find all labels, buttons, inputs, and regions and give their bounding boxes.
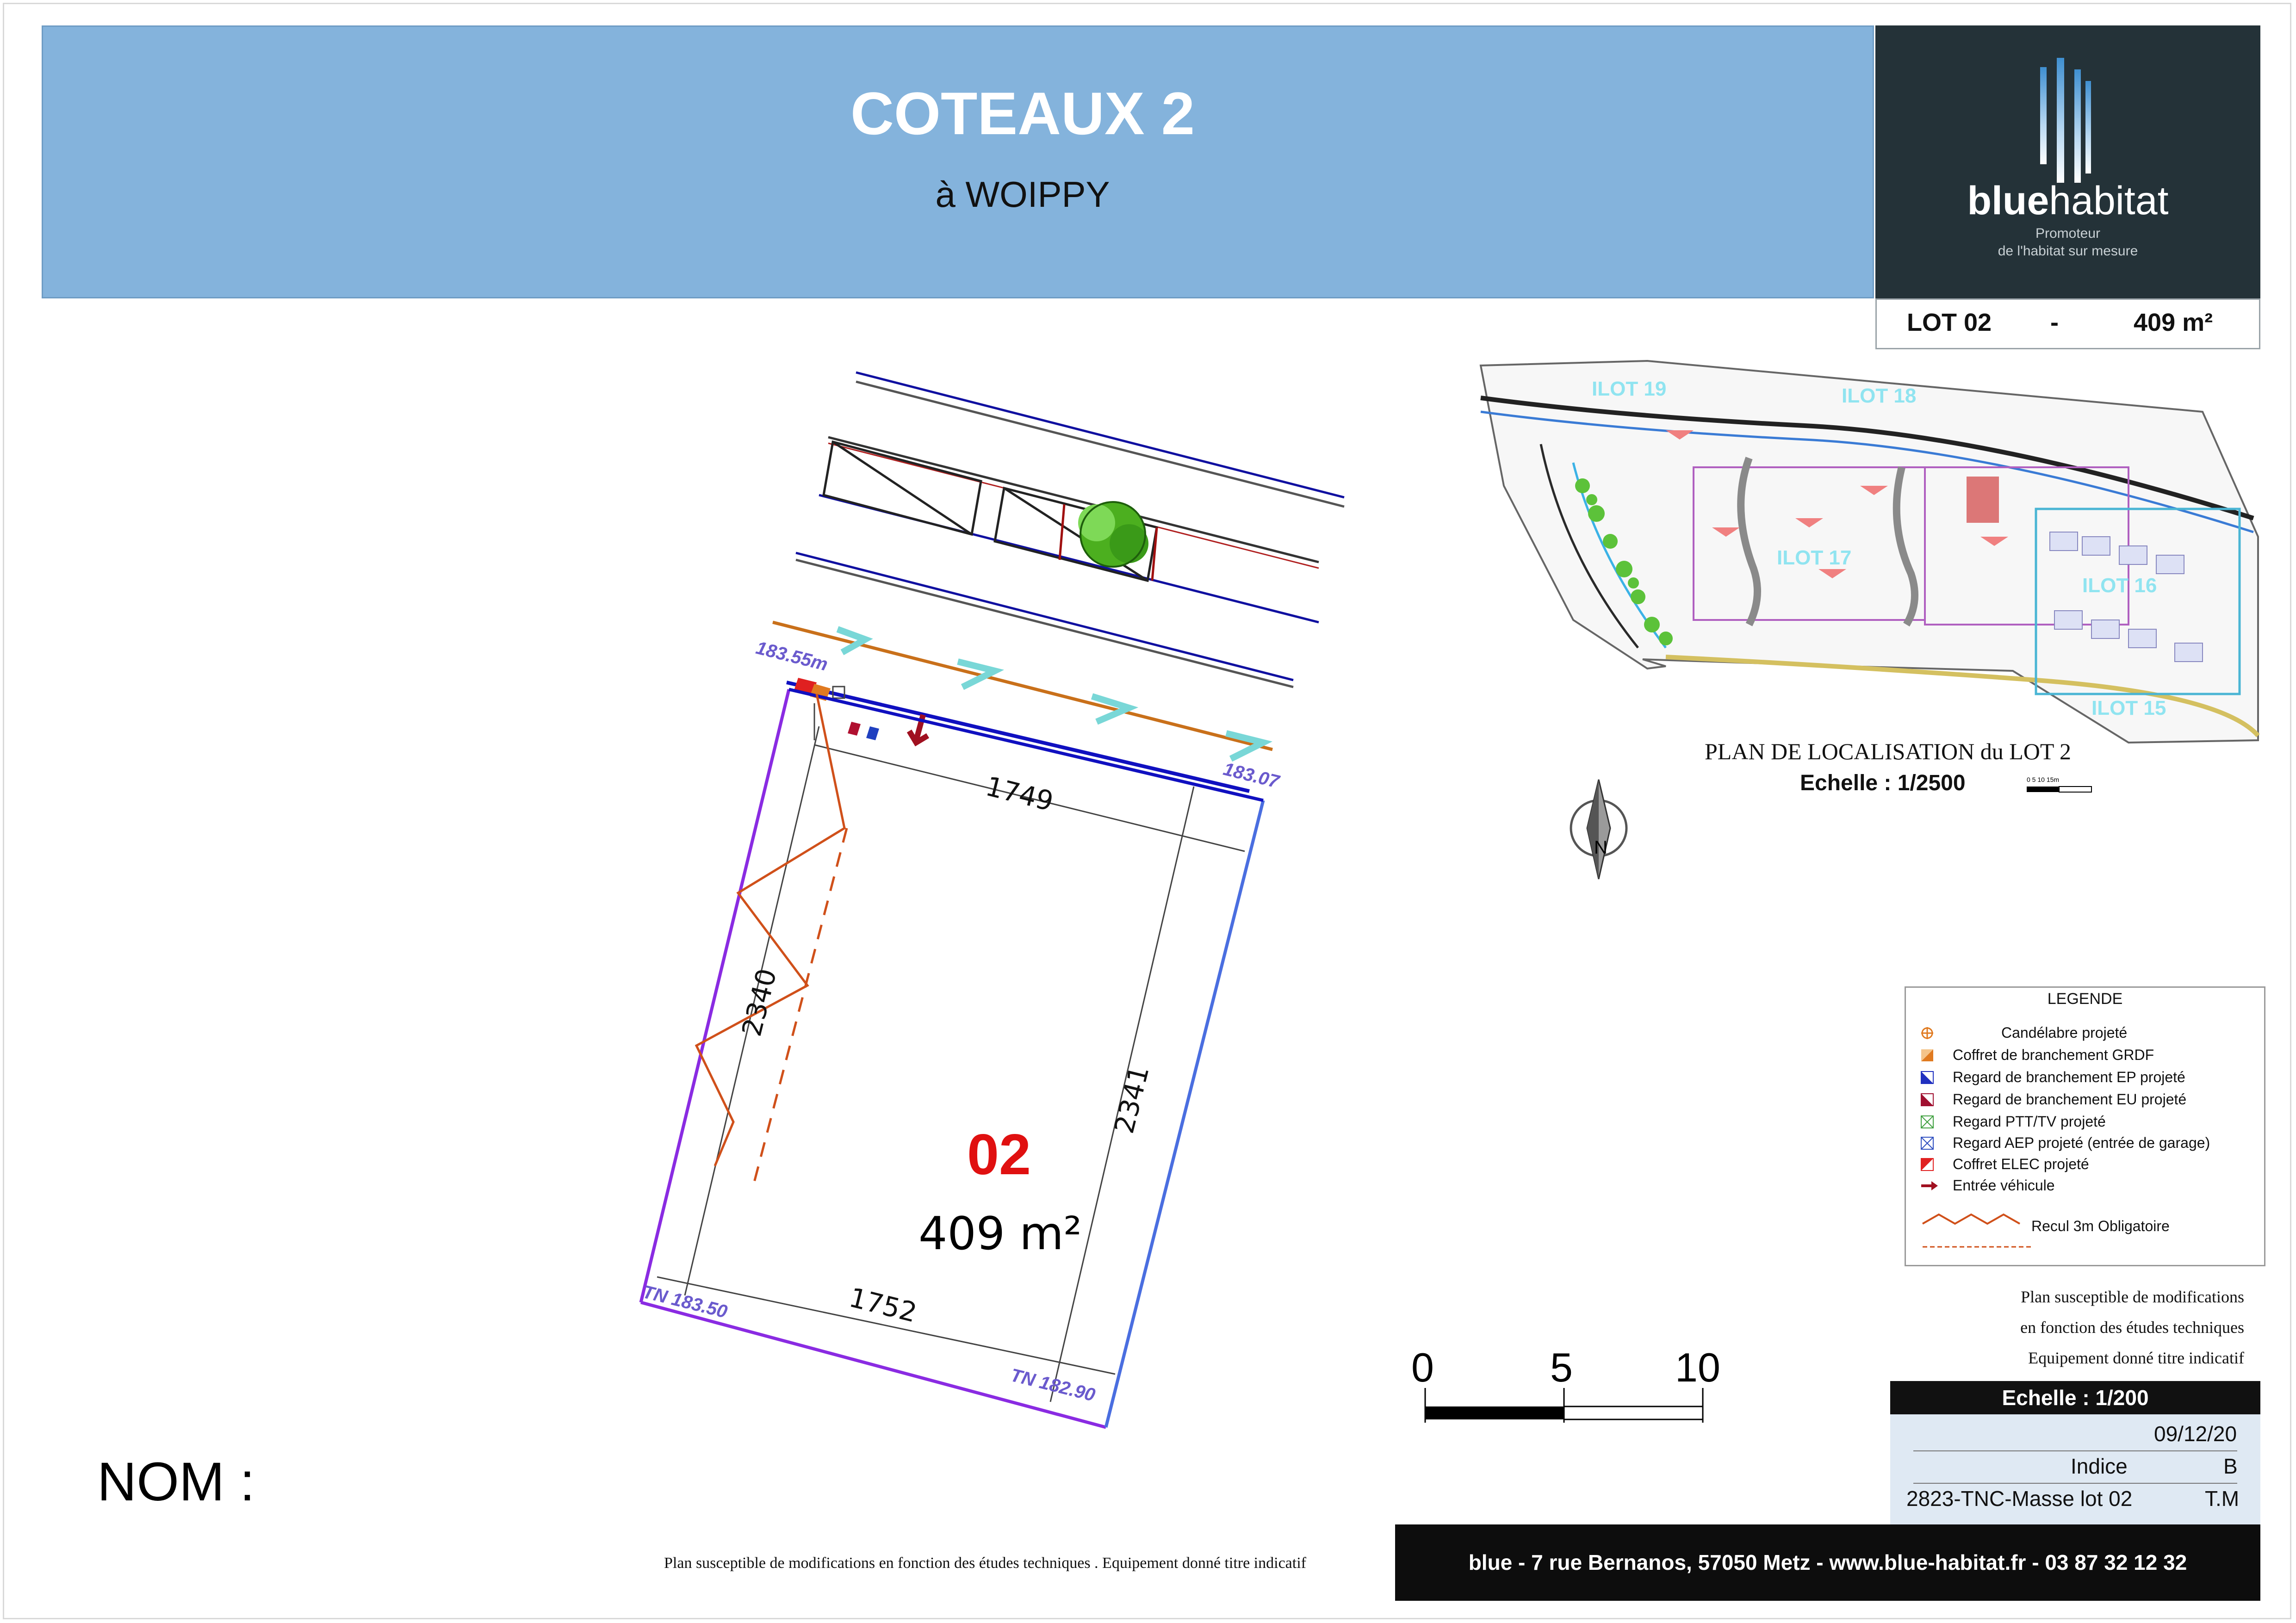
legend-label: Regard PTT/TV projeté	[1953, 1113, 2106, 1130]
level-bottom-right: TN 182.90	[1008, 1365, 1098, 1406]
legend-label: Entrée véhicule	[1953, 1177, 2055, 1194]
elec-box-icon	[1920, 1158, 1934, 1171]
brand-tagline-1: Promoteur	[2035, 226, 2101, 241]
dimension-bottom: 1752	[846, 1282, 920, 1329]
ilot-17-label: ILOT 17	[1777, 546, 1852, 569]
location-plan-scale: Echelle : 1/2500	[1800, 771, 1966, 795]
eu-manhole-icon	[1920, 1093, 1934, 1107]
title-block-divider	[1913, 1450, 2237, 1451]
scale-box-header: Echelle : 1/200	[1890, 1381, 2260, 1414]
project-location: à WOIPPY	[935, 174, 1110, 215]
lot-number: 02	[967, 1123, 1031, 1187]
ptt-manhole-icon	[1920, 1115, 1934, 1129]
drawing-author: T.M	[2205, 1487, 2240, 1511]
ep-manhole-icon	[1920, 1071, 1934, 1084]
legend-title: LEGENDE	[2047, 990, 2123, 1008]
dimension-left: 2340	[736, 965, 783, 1040]
bar-scale-10: 10	[1675, 1344, 1720, 1390]
ilot-18-label: ILOT 18	[1842, 384, 1917, 407]
dimension-top: 1749	[982, 770, 1057, 818]
legend-label: Regard de branchement EU projeté	[1953, 1091, 2187, 1108]
title-block-divider	[1913, 1483, 2237, 1484]
aep-manhole-icon	[1920, 1136, 1934, 1150]
bar-scale	[1425, 1388, 1703, 1423]
ilot-16-label: ILOT 16	[2082, 574, 2157, 597]
note-line-2: en fonction des études techniques	[2020, 1318, 2244, 1337]
lot-area-label: 409 m²	[2134, 309, 2213, 336]
bar-scale-5: 5	[1550, 1344, 1573, 1390]
note-line-1: Plan susceptible de modifications	[2021, 1288, 2244, 1306]
dimension-lines	[657, 703, 1245, 1402]
frontage-strip	[773, 622, 1272, 791]
candelabre-icon	[1920, 1026, 1934, 1040]
setback-zigzag-icon	[1920, 1210, 2031, 1251]
vehicle-entry-arrow-icon	[1920, 1179, 1939, 1193]
legend-label: Coffret ELEC projeté	[1953, 1156, 2089, 1172]
legend-label: Candélabre projeté	[2001, 1024, 2128, 1041]
note-line-3: Equipement donné titre indicatif	[2028, 1349, 2244, 1367]
bottom-disclaimer: Plan susceptible de modifications en fonction des études techniques . Equipement donné titre indicatif	[664, 1555, 1306, 1572]
brand-tagline-2: de l'habitat sur mesure	[1998, 243, 2138, 259]
lot-number-label: LOT 02	[1907, 309, 1992, 336]
legend-label: Coffret de branchement GRDF	[1953, 1047, 2154, 1063]
location-plan-title: PLAN DE LOCALISATION du LOT 2	[1704, 738, 2072, 764]
ilot-19-label: ILOT 19	[1592, 378, 1667, 400]
nom-label: NOM :	[97, 1451, 255, 1512]
mini-scale-labels: 0 5 10 15m	[2027, 776, 2060, 783]
dimension-right: 2341	[1108, 1062, 1155, 1137]
grdf-box-icon	[1920, 1048, 1934, 1062]
setback-label: Recul 3m Obligatoire	[2031, 1218, 2170, 1234]
ilot-15-label: ILOT 15	[2091, 697, 2166, 719]
legend-label: Regard de branchement EP projeté	[1953, 1069, 2185, 1085]
indice-value: B	[2223, 1454, 2238, 1478]
lot-boundary	[641, 689, 1263, 1427]
north-compass-icon	[1571, 780, 1626, 879]
indice-label: Indice	[2071, 1454, 2128, 1478]
compass-north-label: N	[1594, 837, 1607, 858]
legend-label: Regard AEP projeté (entrée de garage)	[1953, 1134, 2210, 1151]
level-bottom-left: TN 183.50	[640, 1282, 730, 1322]
lot-separator: -	[2050, 309, 2059, 336]
title-block	[1890, 1414, 2260, 1525]
lot-area: 409 m²	[918, 1208, 1082, 1260]
footer-contact-bar: blue - 7 rue Bernanos, 57050 Metz - www.blue-habitat.fr - 03 87 32 12 32	[1395, 1524, 2260, 1601]
brand-wordmark: bluehabitat	[1967, 179, 2169, 223]
level-top-right: 183.07	[1221, 759, 1281, 793]
drawing-reference: 2823-TNC-Masse lot 02	[1906, 1487, 2133, 1511]
tree-icon	[1078, 502, 1148, 567]
level-top-left: 183.55m	[754, 638, 830, 675]
project-title: COTEAUX 2	[850, 80, 1195, 147]
location-mini-scale	[2027, 776, 2091, 792]
location-map	[1481, 361, 2258, 743]
drawing-date: 09/12/20	[2154, 1422, 2237, 1446]
bar-scale-0: 0	[1411, 1344, 1434, 1390]
